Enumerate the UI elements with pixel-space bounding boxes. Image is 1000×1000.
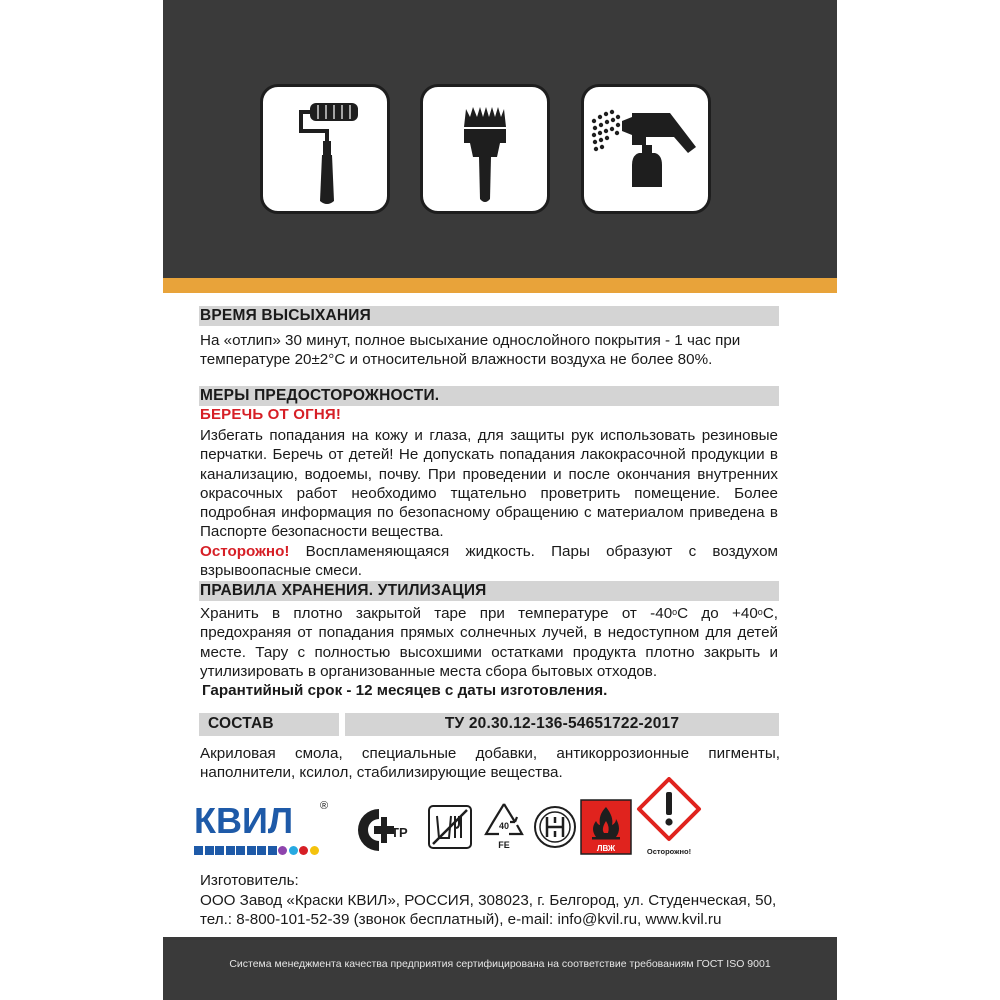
ghs-warning-icon bbox=[635, 777, 703, 859]
kvil-dot bbox=[226, 846, 235, 855]
orange-stripe bbox=[163, 278, 837, 293]
eac-tr-text: ТР bbox=[391, 825, 408, 840]
kvil-dot bbox=[205, 846, 214, 855]
icon-box-brush bbox=[420, 84, 550, 214]
manufacturer-info bbox=[200, 871, 820, 930]
label-page bbox=[163, 0, 837, 1000]
not-food-contact-icon bbox=[427, 804, 473, 850]
manufacturer-address: ООО Завод «Краски КВИЛ», РОССИЯ, 308023, г. Белгород, ул. Студенческая, 50, bbox=[200, 891, 777, 909]
degree-sup-2: o bbox=[757, 607, 763, 617]
ghs-label: Осторожно! bbox=[646, 847, 692, 856]
safety-text bbox=[200, 426, 778, 580]
kvil-logo-text: КВИЛ bbox=[194, 800, 294, 841]
icon-box-spray bbox=[581, 84, 711, 214]
kvil-dot bbox=[247, 846, 256, 855]
safety-body: Избегать попадания на кожу и глаза, для защиты рук использовать резиновые перчатки. Беречь от детей! Не допускать попадания лакокрасочной продукции в канализацию, водоемы, почву. При проведении и после окончания внутренних окрасочных работ необходимо тщательно проветрить помещение. Более подробная информация по безопасному обращению с материалом приведена в Паспорте безопасности вещества. bbox=[200, 427, 778, 541]
top-dark-band bbox=[163, 0, 837, 278]
recycle-icon bbox=[481, 801, 527, 851]
kvil-dot bbox=[278, 846, 287, 855]
caution-text: Воспламеняющаяся жидкость. Пары образуют с воздухом взрывоопасные смеси. bbox=[200, 542, 778, 580]
drying-line-1: На «отлип» 30 минут, полное высыхание однослойного покрытия - 1 час при bbox=[200, 332, 741, 349]
kvil-dots bbox=[194, 842, 320, 852]
fire-warning: БЕРЕЧЬ ОТ ОГНЯ! bbox=[200, 406, 342, 423]
kvil-dot bbox=[257, 846, 266, 855]
drying-title: ВРЕМЯ ВЫСЫХАНИЯ bbox=[200, 307, 371, 324]
footer-band bbox=[163, 937, 837, 1000]
flammable-liquid-icon bbox=[580, 799, 632, 855]
manufacturer-contacts: тел.: 8-800-101-52-39 (звонок бесплатный), e-mail: info@kvil.ru, www.kvil.ru bbox=[200, 911, 722, 928]
kvil-dot bbox=[268, 846, 277, 855]
storage-title: ПРАВИЛА ХРАНЕНИЯ. УТИЛИЗАЦИЯ bbox=[200, 582, 487, 599]
icon-box-roller bbox=[260, 84, 390, 214]
kvil-dot bbox=[194, 846, 203, 855]
footer-text: Система менеджмента качества предприятия сертифицирована на соответствие требованиям ГОСТ ISO 9001 bbox=[229, 958, 771, 970]
kvil-dot bbox=[236, 846, 245, 855]
safety-caution bbox=[200, 542, 778, 581]
warranty-text: Гарантийный срок - 12 месяцев с даты изготовления. bbox=[202, 682, 608, 700]
kvil-dot bbox=[310, 846, 319, 855]
recycle-number: 40 bbox=[498, 821, 510, 831]
flammable-label: ЛВЖ bbox=[596, 844, 616, 853]
manufacturer-label: Изготовитель: bbox=[200, 872, 299, 889]
safety-title: МЕРЫ ПРЕДОСТОРОЖНОСТИ. bbox=[200, 387, 440, 404]
spray-gun-icon bbox=[584, 87, 708, 211]
storage-text bbox=[200, 604, 778, 700]
drying-line-2: температуре 20±2°С и относительной влажности воздуха не более 80%. bbox=[200, 351, 713, 369]
composition-text: Акриловая смола, специальные добавки, антикоррозионные пигменты, наполнители, ксилол, стабилизирующие вещества. bbox=[200, 745, 780, 782]
storage-text-a: Хранить в плотно закрытой таре при температуре от -40 bbox=[200, 605, 673, 622]
storage-body bbox=[200, 604, 778, 681]
eac-certification-icon bbox=[351, 803, 411, 857]
storage-text-c: С, предохраняя от попадания прямых солнечных лучей, в недоступном для детей месте. Тару с полностью высохшими остатками продукта плотно закрыть и утилизировать в организованные места сбора бытовых отходов. bbox=[200, 605, 778, 680]
paint-roller-icon bbox=[263, 87, 387, 211]
paint-brush-icon bbox=[423, 87, 547, 211]
tu-number: ТУ 20.30.12-136-54651722-2017 bbox=[444, 715, 680, 732]
registered-mark: ® bbox=[320, 800, 329, 812]
corrosive-class-icon bbox=[532, 803, 578, 851]
kvil-dot bbox=[289, 846, 298, 855]
recycle-code: FE bbox=[498, 840, 510, 850]
caution-label: Осторожно! bbox=[200, 542, 290, 560]
kvil-logo bbox=[194, 800, 329, 852]
kvil-dot bbox=[299, 846, 308, 855]
storage-text-b: С до +40 bbox=[677, 605, 758, 622]
composition-title: СОСТАВ bbox=[208, 715, 274, 732]
drying-text bbox=[200, 331, 785, 370]
degree-sup-1: o bbox=[672, 607, 678, 617]
kvil-dot bbox=[215, 846, 224, 855]
